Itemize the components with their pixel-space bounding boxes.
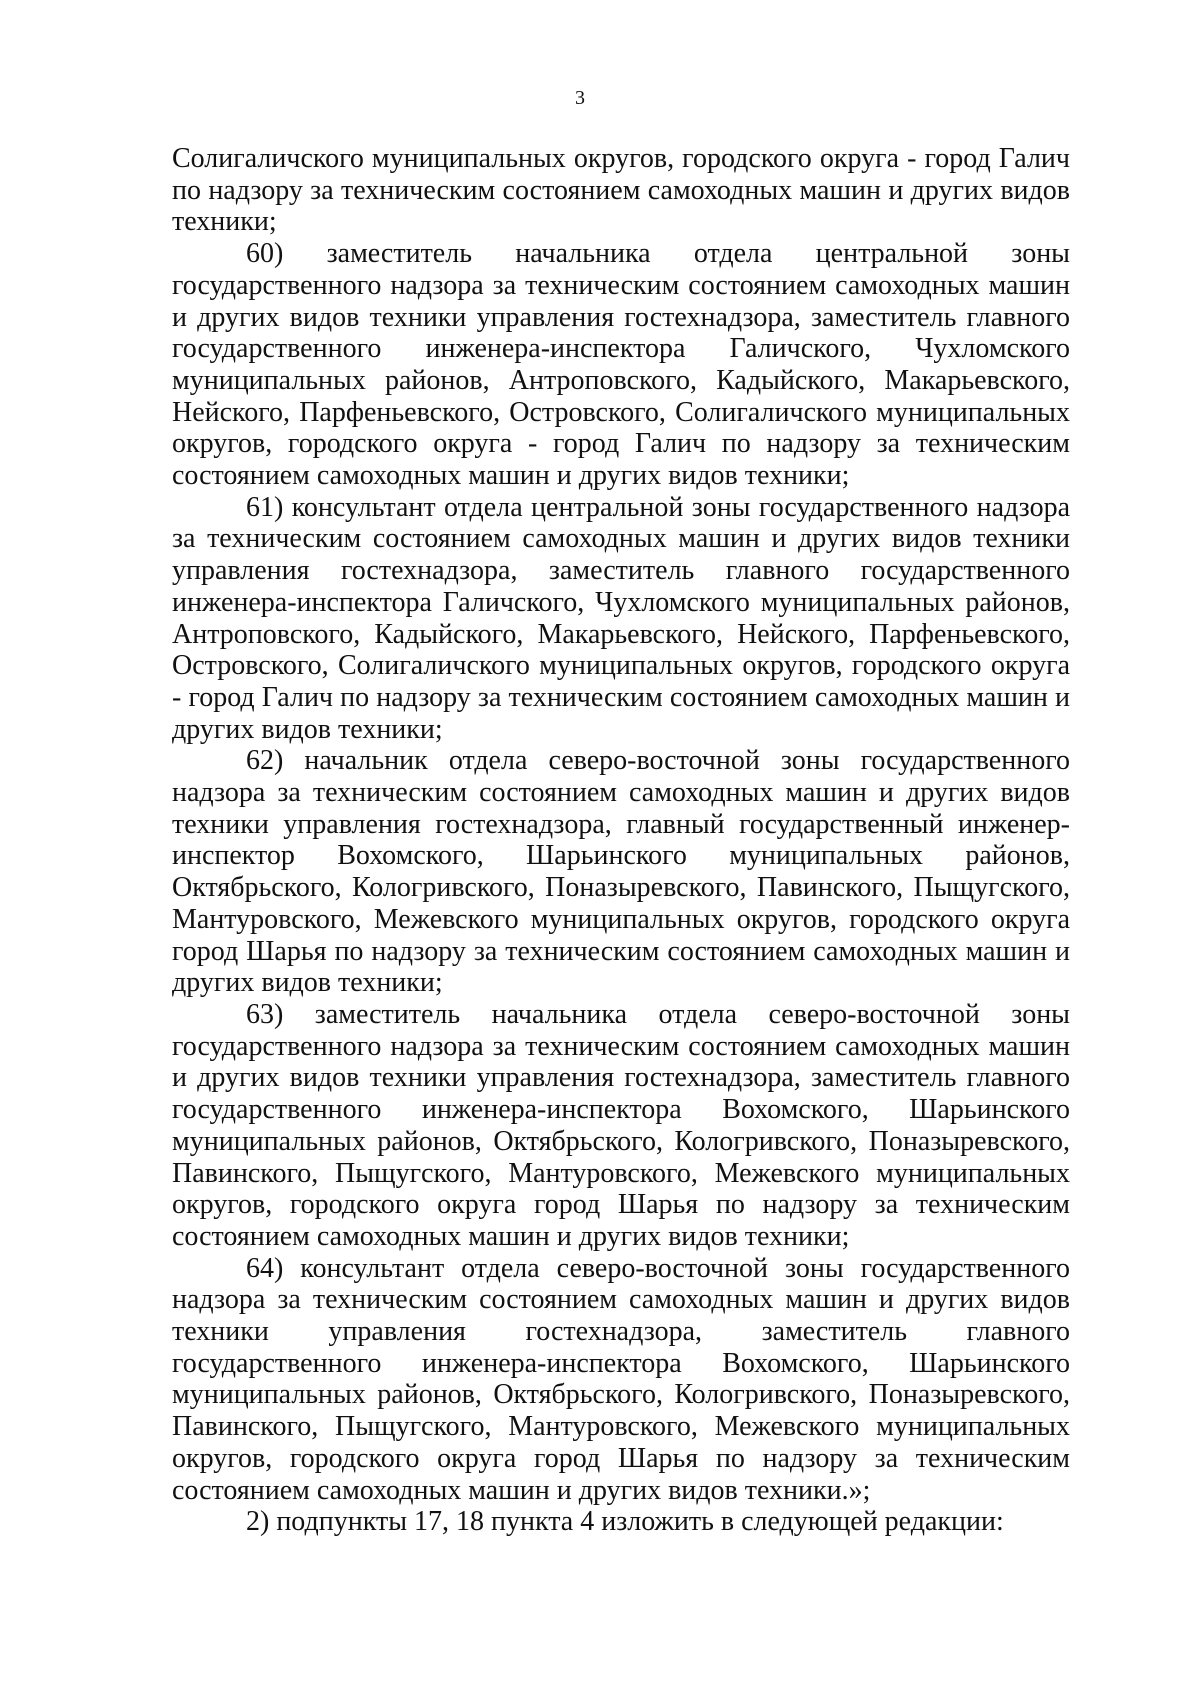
- page-number: 3: [575, 87, 585, 109]
- paragraph-item-62: 62) начальник отдела северо-восточной зоны государственного надзора за техническим состоянием самоходных машин и других видов техники управления гостехнадзора, главный государственный инженер-инспектор Вохомского, Шарьинского муниципальных районов, Октябрьского, Кологривского, Поназыревского, Павинского, Пыщугского, Мантуровского, Межевского муниципальных округов, городского округа город Шарья по надзору за техническим состоянием самоходных машин и других видов техники;: [172, 745, 1070, 999]
- document-body: [172, 143, 1070, 1538]
- paragraph-item-61: 61) консультант отдела центральной зоны государственного надзора за техническим состоянием самоходных машин и других видов техники управления гостехнадзора, заместитель главного государственного инженера-инспектора Галичского, Чухломского муниципальных районов, Антроповского, Кадыйского, Макарьевского, Нейского, Парфеньевского, Островского, Солигаличского муниципальных округов, городского округа - город Галич по надзору за техническим состоянием самоходных машин и других видов техники;: [172, 491, 1070, 745]
- paragraph-item-64: 64) консультант отдела северо-восточной зоны государственного надзора за техническим состоянием самоходных машин и других видов техники управления гостехнадзора, заместитель главного государственного инженера-инспектора Вохомского, Шарьинского муниципальных районов, Октябрьского, Кологривского, Поназыревского, Павинского, Пыщугского, Мантуровского, Межевского муниципальных округов, городского округа город Шарья по надзору за техническим состоянием самоходных машин и других видов техники.»;: [172, 1252, 1070, 1506]
- paragraph-item-63: 63) заместитель начальника отдела северо-восточной зоны государственного надзора за техническим состоянием самоходных машин и других видов техники управления гостехнадзора, заместитель главного государственного инженера-инспектора Вохомского, Шарьинского муниципальных районов, Октябрьского, Кологривского, Поназыревского, Павинского, Пыщугского, Мантуровского, Межевского муниципальных округов, городского округа город Шарья по надзору за техническим состоянием самоходных машин и других видов техники;: [172, 998, 1070, 1252]
- paragraph-continuation: Солигаличского муниципальных округов, городского округа - город Галич по надзору за техническим состоянием самоходных машин и других видов техники;: [172, 143, 1070, 238]
- paragraph-item-60: 60) заместитель начальника отдела центральной зоны государственного надзора за техническим состоянием самоходных машин и других видов техники управления гостехнадзора, заместитель главного государственного инженера-инспектора Галичского, Чухломского муниципальных районов, Антроповского, Кадыйского, Макарьевского, Нейского, Парфеньевского, Островского, Солигаличского муниципальных округов, городского округа - город Галич по надзору за техническим состоянием самоходных машин и других видов техники;: [172, 238, 1070, 492]
- paragraph-subpoint-2: 2) подпункты 17, 18 пункта 4 изложить в следующей редакции:: [246, 1506, 1004, 1538]
